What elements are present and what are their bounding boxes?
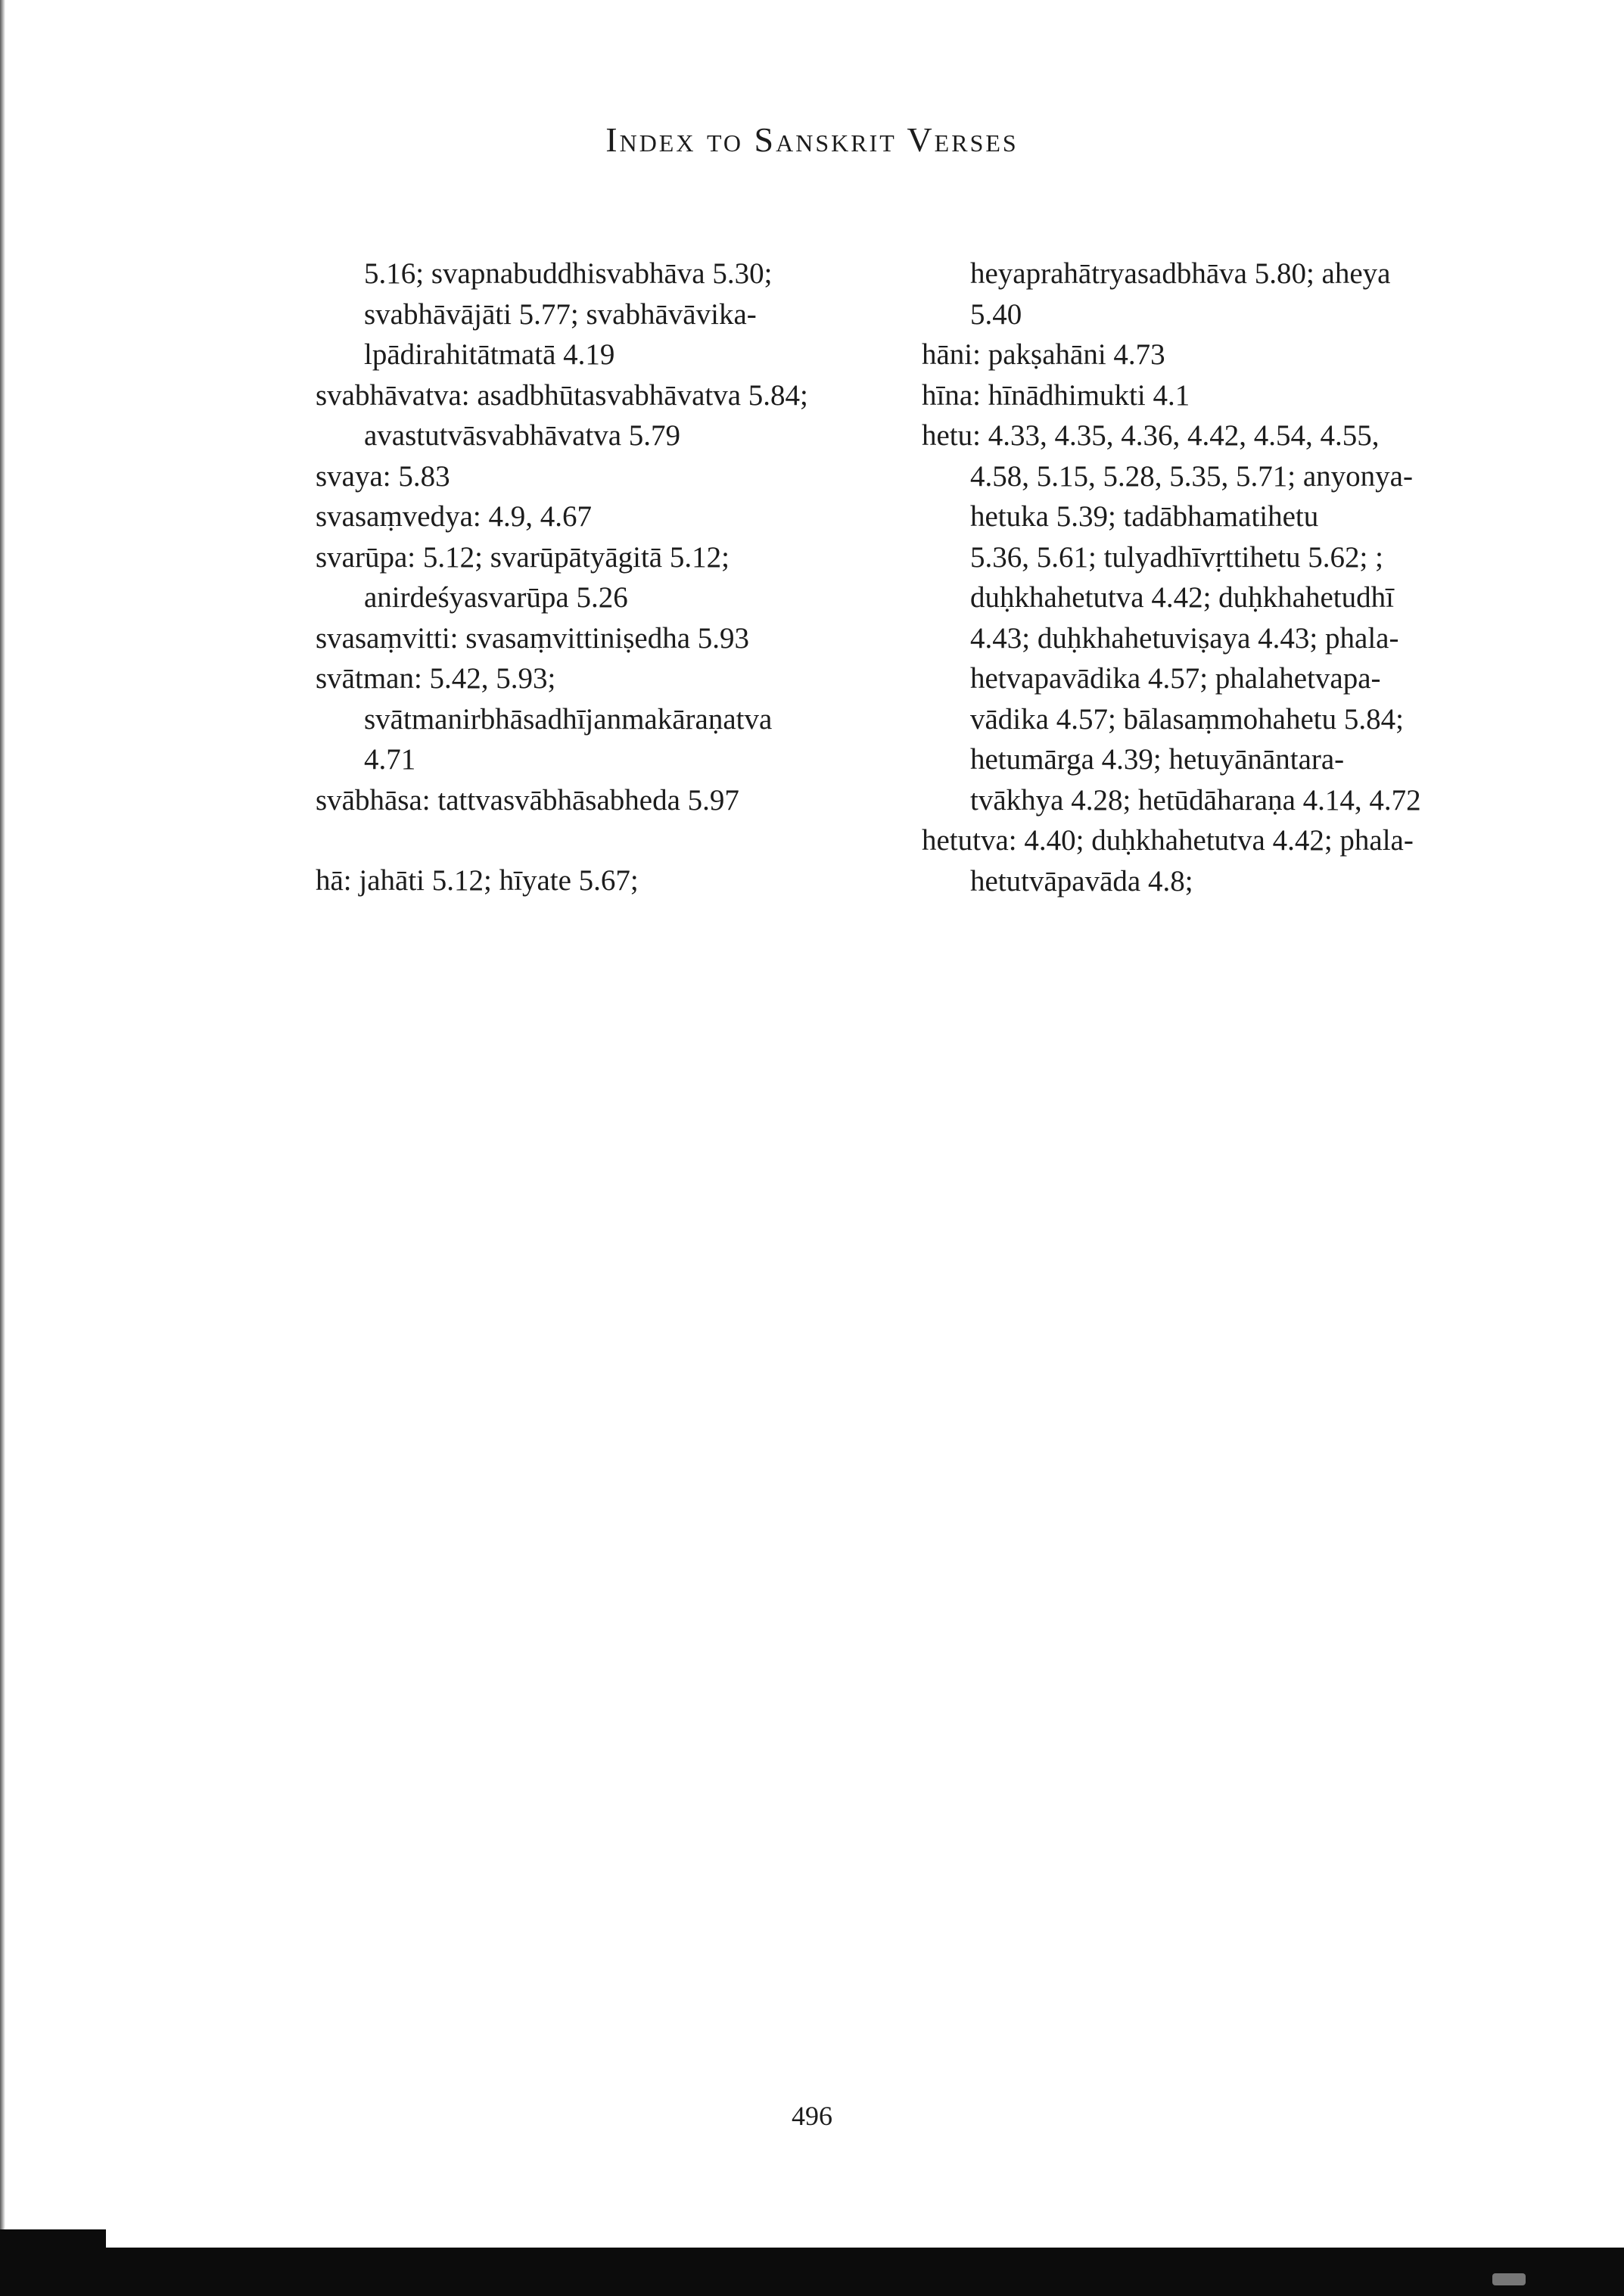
- index-line: vādika 4.57; bālasaṃmohahetu 5.84;: [970, 702, 1404, 736]
- index-entry: svātman: 5.42, 5.93;: [316, 662, 556, 695]
- scan-artifact: [1492, 2273, 1526, 2285]
- index-entry: hetu: 4.33, 4.35, 4.36, 4.42, 4.54, 4.55,: [922, 419, 1380, 452]
- index-entry: hā: jahāti 5.12; hīyate 5.67;: [316, 864, 639, 897]
- index-entry: svābhāsa: tattvasvābhāsabheda 5.97: [316, 783, 739, 817]
- scan-page-edge: [0, 0, 5, 2240]
- index-entry: svasaṃvedya: 4.9, 4.67: [316, 500, 593, 533]
- index-line: 4.58, 5.15, 5.28, 5.35, 5.71; anyonya-: [970, 459, 1413, 493]
- index-line: svabhāvājāti 5.77; svabhāvāvika-: [364, 297, 757, 331]
- index-line: 5.36, 5.61; tulyadhīvṛttihetu 5.62; ;: [970, 540, 1383, 574]
- index-entry: hāni: pakṣahāni 4.73: [922, 338, 1165, 371]
- index-line: duḥkhahetutva 4.42; duḥkhahetudhī: [970, 581, 1394, 614]
- index-line: avastutvāsvabhāvatva 5.79: [364, 419, 681, 452]
- index-line: anirdeśyasvarūpa 5.26: [364, 581, 628, 614]
- scan-bottom-shadow: [0, 2248, 1624, 2296]
- index-column-left: [316, 254, 921, 901]
- index-entry: svasaṃvitti: svasaṃvittiniṣedha 5.93: [316, 621, 750, 655]
- section-gap: [316, 820, 921, 860]
- page-number: 496: [792, 2101, 832, 2131]
- index-line: 5.16; svapnabuddhisvabhāva 5.30;: [364, 257, 773, 290]
- index-entry: hetutva: 4.40; duḥkhahetutva 4.42; phala-: [922, 824, 1414, 857]
- index-line: svātmanirbhāsadhījanmakāraṇatva: [364, 702, 773, 736]
- index-line: 5.40: [970, 297, 1022, 331]
- index-line: 4.43; duḥkhahetuviṣaya 4.43; phala-: [970, 621, 1399, 655]
- index-line: hetumārga 4.39; hetuyānāntara-: [970, 743, 1345, 776]
- index-line: hetuka 5.39; tadābhamatihetu: [970, 500, 1319, 533]
- index-line: hetvapavādika 4.57; phalahetvapa-: [970, 662, 1381, 695]
- index-entry: svaya: 5.83: [316, 459, 450, 493]
- index-column-right: [922, 254, 1527, 901]
- index-line: tvākhya 4.28; hetūdāharaṇa 4.14, 4.72: [970, 783, 1421, 817]
- running-head: Index to Sanskrit Verses: [605, 120, 1019, 159]
- index-line: lpādirahitātmatā 4.19: [364, 338, 615, 371]
- index-entry: svabhāvatva: asadbhūtasvabhāvatva 5.84;: [316, 378, 808, 412]
- index-line: heyaprahātryasadbhāva 5.80; aheya: [970, 257, 1391, 290]
- index-line: hetutvāpavāda 4.8;: [970, 864, 1193, 898]
- index-entry: hīna: hīnādhimukti 4.1: [922, 378, 1190, 412]
- index-entry: svarūpa: 5.12; svarūpātyāgitā 5.12;: [316, 540, 730, 574]
- index-line: 4.71: [364, 743, 416, 776]
